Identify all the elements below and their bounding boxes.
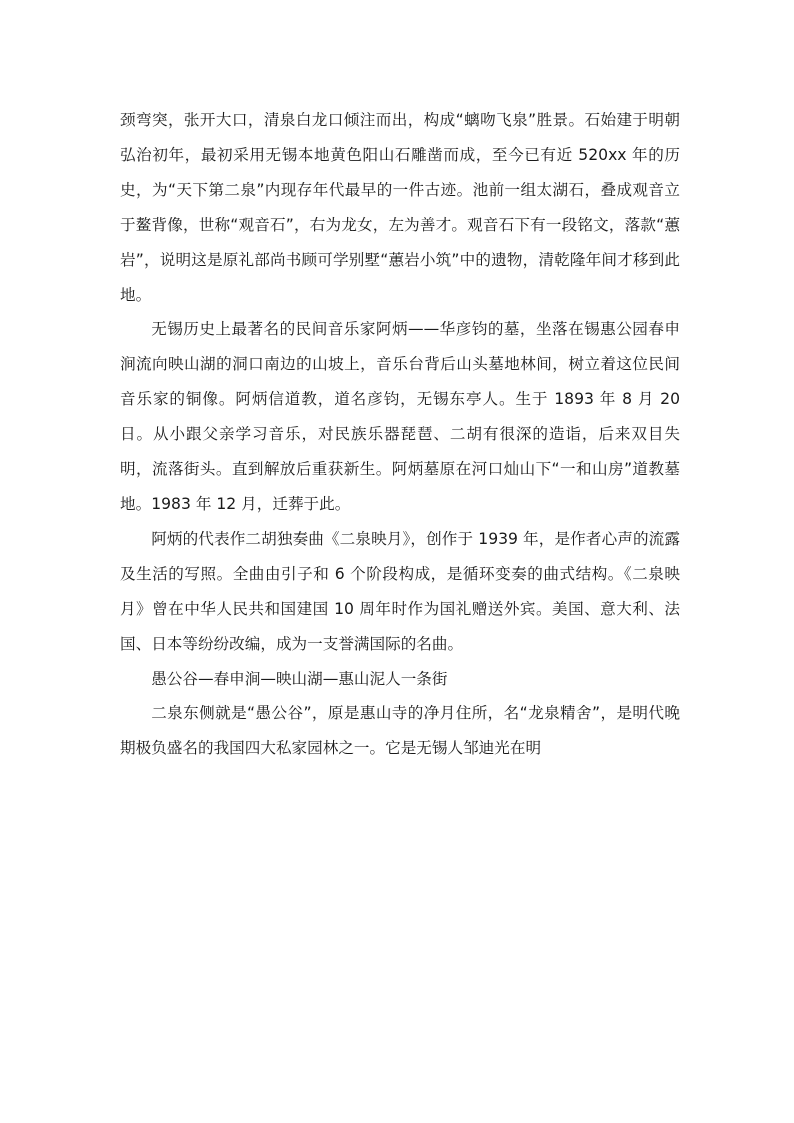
document-page [120, 103, 680, 766]
paragraph-abing-tomb: 无锡历史上最著名的民间音乐家阿炳——华彦钧的墓，坐落在锡惠公园春申涧流向映山湖的洞口南边的山坡上，音乐台背后山头墓地林间，树立着这位民间音乐家的铜像。阿炳信道教，道名彦钧，无锡东亭人。生于 1893 年 8 月 20 日。从小跟父亲学习音乐，对民族乐器琵琶、二胡有很深的造诣，后来双目失明，流落街头。直到解放后重获新生。阿炳墓原在河口灿山下“一和山房”道教墓地。1983 年 12 月，迁葬于此。 [120, 320, 680, 513]
paragraph-erquan-yingyue: 阿炳的代表作二胡独奏曲《二泉映月》，创作于 1939 年，是作者心声的流露及生活的写照。全曲由引子和 6 个阶段构成，是循环变奏的曲式结构。《二泉映月》曾在中华人民共和国建国 10 周年时作为国礼赠送外宾。美国、意大利、法国、日本等纷纷改编，成为一支誉满国际的名曲。 [120, 529, 680, 653]
paragraph-continuation: 颈弯突，张开大口，清泉白龙口倾注而出，构成“螭吻飞泉”胜景。石始建于明朝弘治初年，最初采用无锡本地黄色阳山石雕凿而成，至今已有近 520xx 年的历史，为“天下第二泉”内现存年代最早的一件古迹。池前一组太湖石，叠成观音立于鳌背像，世称“观音石”，右为龙女，左为善才。观音石下有一段铭文，落款“蕙岩”，说明这是原礼部尚书顾可学别墅“蕙岩小筑”中的遗物，清乾隆年间才移到此地。 [120, 111, 680, 304]
paragraph-yugonggu: 二泉东侧就是“愚公谷”，原是惠山寺的净月住所，名“龙泉精舍”，是明代晚期极负盛名的我国四大私家园林之一。它是无锡人邹迪光在明 [120, 704, 680, 758]
section-heading-route: 愚公谷—春申涧—映山湖—惠山泥人一条街 [151, 669, 448, 688]
